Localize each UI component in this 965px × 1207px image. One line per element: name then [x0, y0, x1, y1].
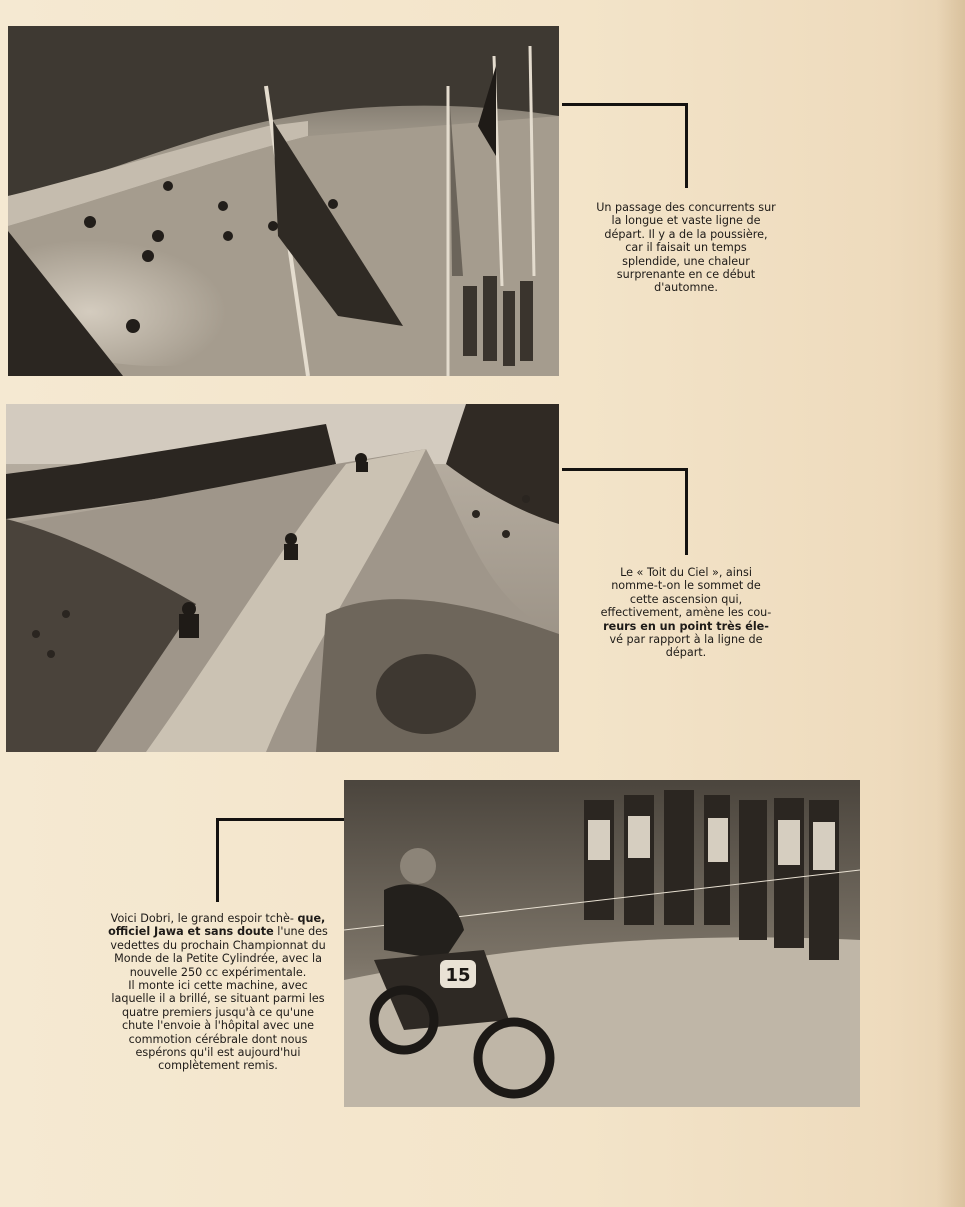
caption-roof-bold: reurs en un point très éle-: [603, 619, 769, 633]
photo-start-line: [8, 26, 559, 376]
caption-start-text: Un passage des concurrents sur la longue et vaste ligne de départ. Il y a de la poussière, car il faisait un temps splendide, une chaleur surprenante en ce début d'automne.: [596, 201, 776, 295]
caption-dobri-text-3: Il monte ici cette machine, avec laquelle il a brillé, se situant parmi les quatre premiers jusqu'à ce qu'une chute l'envoie à l'hôpital avec une commotion cérébrale dont nous espérons qu'il est aujourd'hui complètement remis.: [111, 979, 325, 1073]
caption-dobri-text-1: Voici Dobri, le grand espoir tchè-: [110, 912, 294, 925]
page-edge-shadow: [937, 0, 965, 1207]
caption-roof-of-sky: [596, 566, 776, 660]
caption-start-line: [596, 201, 776, 295]
caption-dobri: [108, 912, 328, 1073]
photo-hill-climb: [6, 404, 559, 752]
caption-dobri-bold: que, officiel Jawa et sans doute: [108, 912, 326, 939]
caption-roof-text-1: Le « Toit du Ciel », ainsi nomme-t-on le sommet de cette ascension qui, effectivement, amène les cou-: [600, 566, 772, 620]
rider-number-plate: 15: [445, 965, 471, 986]
caption-dobri-text-2: l'une des vedettes du prochain Championnat du Monde de la Petite Cylindrée, avec la nouvelle 250 cc expérimentale.: [110, 925, 328, 979]
caption-roof-text-2: vé par rapport à la ligne de départ.: [609, 633, 763, 660]
photo-rider-dobri: [344, 780, 860, 1107]
